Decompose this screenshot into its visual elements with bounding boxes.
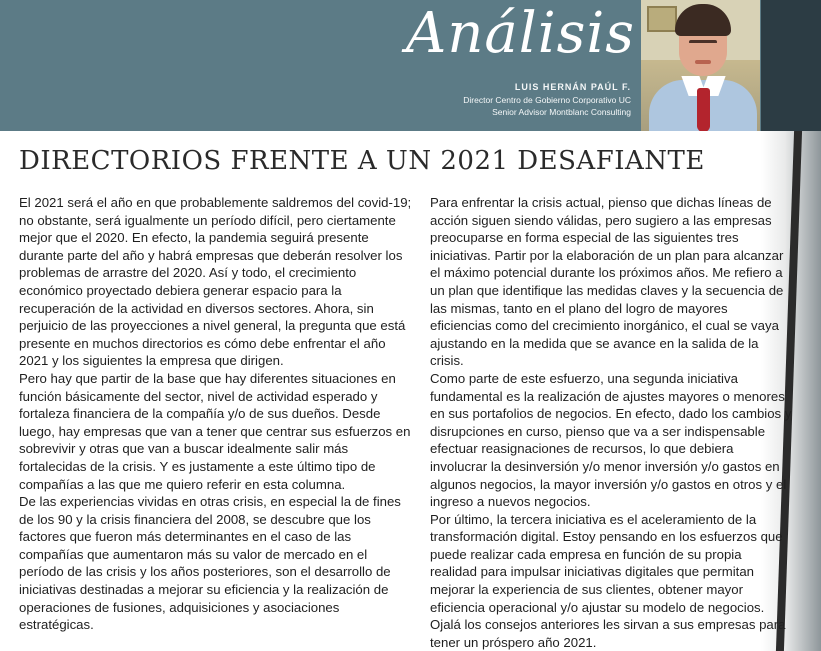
paragraph: Por último, la tercera iniciativa es el aceleramiento de la transformación digital. Estoy pensando en los esfuerzos que puede realizar cada empresa en función de su propia realidad para impulsar iniciativas digitales que permitan mejorar la experiencia de sus clientes, obtener mayor eficiencia operacional y/o ajustar su modelo de negocios.: [430, 511, 783, 615]
section-title: Análisis: [405, 1, 635, 66]
author-photo-icon: [641, 0, 760, 131]
article-headline: DIRECTORIOS FRENTE A UN 2021 DESAFIANTE: [19, 146, 705, 176]
author-role-1: Director Centro de Gobierno Corporativo UC: [463, 95, 631, 105]
paragraph: Como parte de este esfuerzo, una segunda iniciativa fundamental es la realización de ajustes mayores o menores en sus portafolios de negocios. En efecto, dado los cambios y disrupciones en curso, pienso que va a ser indispensable efectuar reasignaciones de recursos, lo que debiera involucrar la desinversión y/o menor inversión y/o gastos en algunos negocios, la mayor inversión y/o gastos en otros y el ingreso a nuevos negocios.: [430, 370, 792, 510]
header-dark-strip: [761, 0, 821, 131]
photo-tie: [697, 88, 710, 131]
photo-wall-frame: [647, 6, 677, 32]
photo-eyes: [689, 40, 717, 44]
paragraph: Pero hay que partir de la base que hay diferentes situaciones en función básicamente del sector, nivel de actividad esperado y fortaleza financiera de la compañía y/o de sus dueños. Desde luego, hay empresas que van a tener que centrar sus esfuerzos en sobrevivir y otras que van a buscar idealmente salir más fortalecidas de la crisis. Y es justamente a este último tipo de compañías a las que me quiero referir en esta columna.: [19, 370, 411, 492]
byline: [463, 80, 631, 118]
article-column-left: [19, 194, 415, 634]
paragraph: Ojalá los consejos anteriores les sirvan a sus empresas para tener un próspero año 2021.: [430, 617, 786, 650]
article-column-right: [430, 194, 792, 651]
photo-mouth: [695, 60, 711, 64]
author-name: LUIS HERNÁN PAÚL F.: [514, 82, 631, 92]
paragraph: De las experiencias vividas en otras crisis, en especial la de fines de los 90 y la crisis financiera del 2008, se descubre que los factores que fueron más determinantes en el caso de las compañías que aumentaron más su valor de mercado en el período de las crisis y los años posteriores, son el desarrollo de iniciativas destinadas a mejorar su eficiencia y la realización de operaciones de fusiones, adquisiciones y asociaciones estratégicas.: [19, 494, 401, 633]
author-role-2: Senior Advisor Montblanc Consulting: [492, 107, 631, 117]
paragraph: El 2021 será el año en que probablemente saldremos del covid-19; no obstante, será igualmente un período difícil, pero ciertamente mejor que el 2020. En efecto, la pandemia seguirá presente durante parte del año y habrá empresas que deberán resolver los problemas de arrastre del 2020. Así y todo, el crecimiento económico proyectado debiera generar espacio para la recuperación de la actividad en diversos sectores. Ahora, sin perjuicio de las proyecciones a nivel general, la pregunta que está presente en muchos directorios es cómo debe enfrentar el año 2021 y los siguientes la empresa que dirigen.: [19, 195, 412, 369]
paragraph: Para enfrentar la crisis actual, pienso que dichas líneas de acción siguen siendo válidas, pero sugiero a las empresas preocuparse en forma especial de las siguientes tres iniciativas. Partir por la elaboración de un plan para alcanzar el máximo potencial durante los próximos años. Me refiero a un plan que identifique las medidas claves y la secuencia de las mismas, tanto en el plano del logro de mayores eficiencias como del crecimiento inorgánico, el cual se vaya ajustando en la medida que se avance en la salida de la crisis.: [430, 195, 784, 369]
